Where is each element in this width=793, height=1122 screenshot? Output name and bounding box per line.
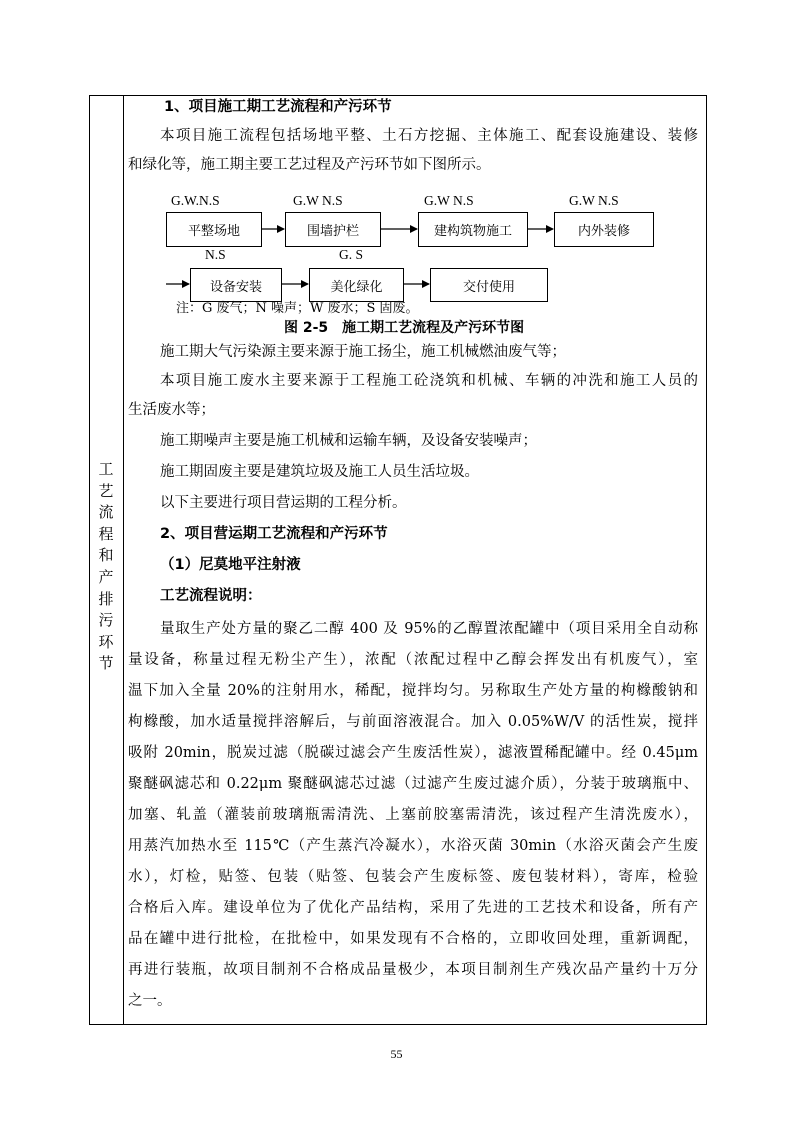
paragraph: 生活废水等；: [128, 402, 215, 418]
process-line: 之一。: [128, 993, 172, 1009]
pollutant-label: G.W N.S: [293, 193, 343, 208]
section1-heading: 1、项目施工期工艺流程和产污环节: [164, 99, 392, 115]
side-char: 节: [98, 654, 114, 673]
page-number: 55: [390, 1047, 403, 1061]
process-line: 吸附 20min，脱炭过滤（脱碳过滤会产生废活性炭），滤液置稀配罐中。经 0.45μm: [128, 745, 698, 761]
process-line: 量取生产处方量的聚乙二醇 400 及 95%的乙醇置浓配罐中（项目采用全自动称: [160, 621, 698, 637]
paragraph: 施工期固废主要是建筑垃圾及施工人员生活垃圾。: [160, 464, 479, 480]
process-line: 聚醚砜滤芯和 0.22μm 聚醚砜滤芯过滤（过滤产生废过滤介质），分装于玻璃瓶中、: [128, 776, 698, 792]
pollutant-label: G. S: [339, 247, 364, 262]
side-char: 艺: [98, 481, 114, 500]
section1-intro-line1: 本项目施工流程包括场地平整、土石方挖掘、主体施工、配套设施建设、装修: [160, 128, 698, 144]
side-char: 产: [98, 567, 114, 586]
side-char: 流: [98, 503, 114, 522]
process-line: 枸橼酸，加水适量搅拌溶解后，与前面溶液混合。加入 0.05%W/V 的活性炭，搅拌: [128, 714, 698, 730]
side-char: 污: [98, 611, 114, 630]
side-char: 程: [98, 524, 114, 543]
process-line: 合格后入库。建设单位为了优化产品结构，采用了先进的工艺技术和设备，所有产: [128, 900, 698, 916]
paragraph: 施工期大气污染源主要来源于施工扬尘，施工机械燃油废气等；: [160, 344, 566, 360]
side-char: 和: [98, 546, 114, 565]
pollutant-label: G.W N.S: [424, 193, 474, 208]
figure-caption: 图 2-5 施工期工艺流程及产污环节图: [284, 320, 525, 336]
flow-step: 内外装修: [554, 212, 654, 247]
pollutant-label: G.W N.S: [569, 193, 619, 208]
flow-step: 美化绿化: [309, 268, 404, 302]
process-line: 品在罐中进行批检，在批检中，如果发现有不合格的，立即收回处理，重新调配，: [128, 931, 698, 947]
process-line: 温下加入全量 20%的注射用水，稀配，搅拌均匀。另称取生产处方量的枸橼酸钠和: [128, 683, 698, 699]
flow-step: 围墙护栏: [285, 212, 381, 247]
flow-step: 平整场地: [166, 212, 262, 247]
process-line: 量设备，称量过程无粉尘产生），浓配（浓配过程中乙醇会挥发出有机废气），室: [128, 652, 698, 668]
flow-step: 建构筑物施工: [418, 212, 528, 247]
section2-heading: 2、项目营运期工艺流程和产污环节: [160, 526, 388, 542]
section1-intro-line2: 和绿化等，施工期主要工艺过程及产污环节如下图所示。: [128, 157, 491, 173]
process-line: 再进行装瓶，故项目制剂不合格成品量极少，本项目制剂生产残次品产量约十万分: [128, 962, 698, 978]
paragraph: 以下主要进行项目营运期的工程分析。: [160, 495, 407, 511]
paragraph: 施工期噪声主要是施工机械和运输车辆，及设备安装噪声；: [160, 433, 537, 449]
process-desc-title: 工艺流程说明：: [160, 588, 262, 604]
flow-note: 注：G 废气；N 噪声；W 废水；S 固废。: [176, 301, 419, 316]
flow-step: 交付使用: [430, 268, 548, 302]
flow-step: 设备安装: [190, 268, 282, 302]
pollutant-label: N.S: [205, 247, 226, 262]
side-char: 工: [98, 460, 114, 478]
process-line: 加塞、轧盖（灌装前玻璃瓶需清洗、上塞前胶塞需清洗，该过程产生清洗废水），: [128, 807, 698, 823]
process-line: 水），灯检，贴签、包装（贴签、包装会产生废标签、废包装材料），寄库，检验: [128, 869, 698, 885]
paragraph: 本项目施工废水主要来源于工程施工砼浇筑和机械、车辆的冲洗和施工人员的: [160, 373, 698, 389]
side-char: 排: [98, 589, 114, 608]
process-line: 用蒸汽加热水至 115℃（产生蒸汽冷凝水），水浴灭菌 30min（水浴灭菌会产生废: [128, 838, 698, 854]
pollutant-label: G.W.N.S: [171, 193, 220, 208]
side-char: 环: [98, 632, 114, 651]
section2-subheading: （1）尼莫地平注射液: [160, 557, 301, 573]
